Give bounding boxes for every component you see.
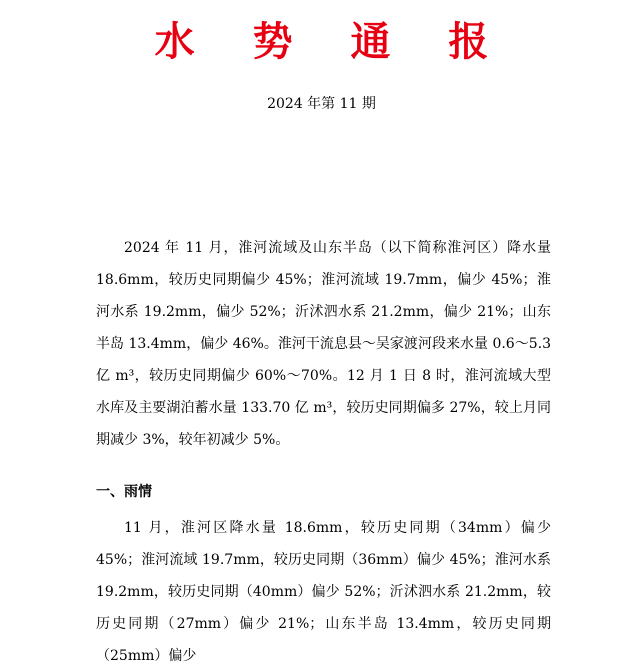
section-heading-rainfall: 一、雨情 [96, 484, 152, 500]
issue-number: 2024 年第 11 期 [267, 96, 376, 112]
summary-paragraph: 2024 年 11 月，淮河流域及山东半岛（以下简称淮河区）降水量 18.6mm，较历史同期偏少 45%；淮河流域 19.7mm，偏少 45%；淮河水系 19.2mm，偏少 52%；沂沭泗水系 21.2mm，偏少 21%；山东半岛 13.4mm，偏少 46%。淮河干流息县～吴家渡河段来水量 0.6～5.3 亿 m³，较历史同期偏少 60%～70%。12 月 1 日 8 时，淮河流域大型水库及主要湖泊蓄水量 133.70 亿 m³，较历史同期偏多 27%，较上月同期减少 3%，较年初减少 5%。 [96, 240, 551, 448]
document-title: 水 势 通 报 [154, 19, 511, 65]
section-body-rainfall: 11 月，淮河区降水量 18.6mm，较历史同期（34mm）偏少 45%；淮河流域 19.7mm，较历史同期（36mm）偏少 45%；淮河水系 19.2mm，较历史同期（40mm）偏少 52%；沂沭泗水系 21.2mm，较历史同期（27mm）偏少 21%；山东半岛 13.4mm，较历史同期（25mm）偏少 [96, 520, 551, 664]
